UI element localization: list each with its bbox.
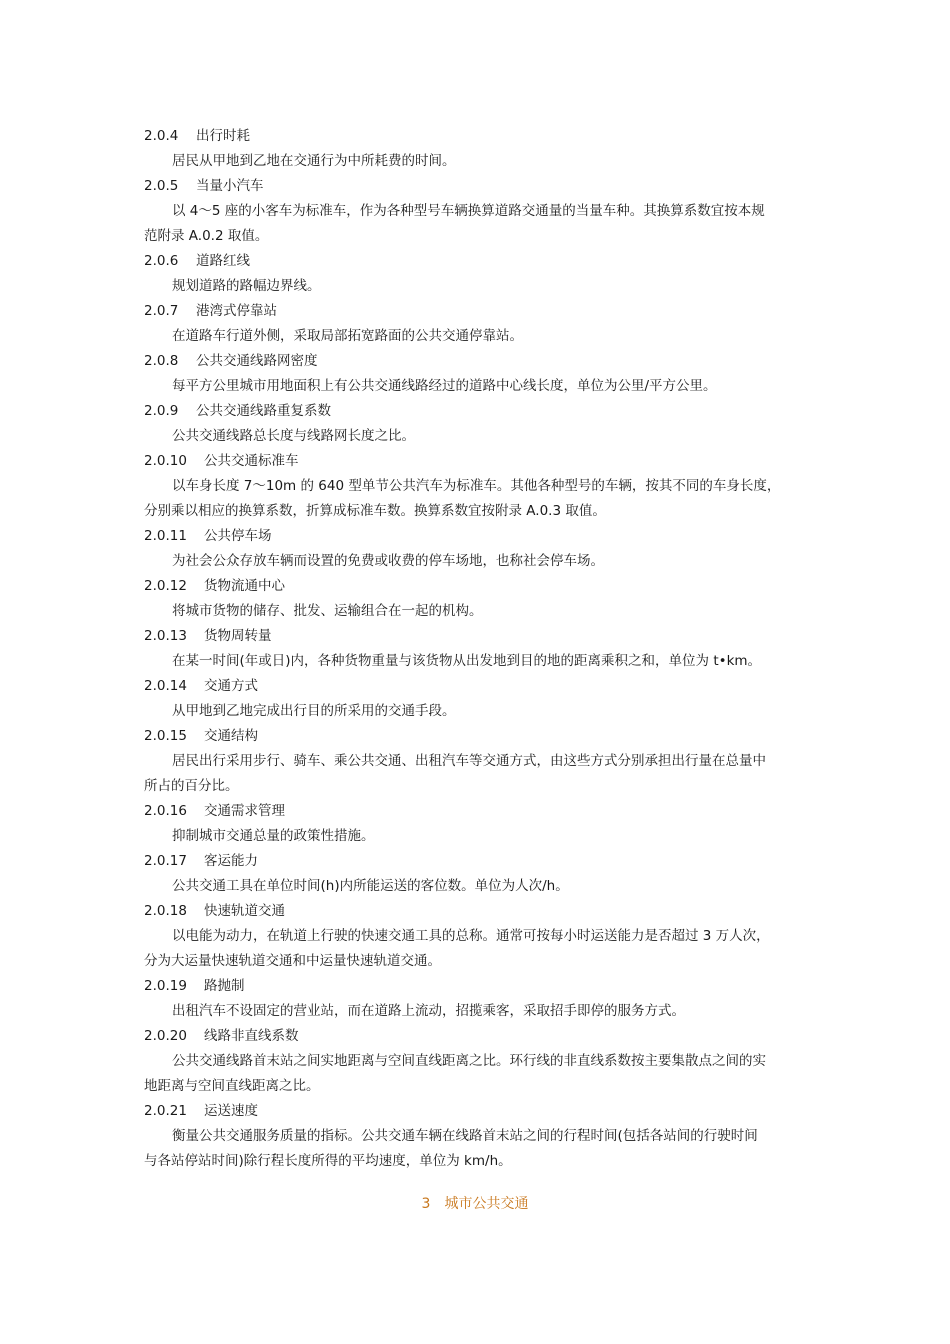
chapter-number: 3 (421, 1196, 431, 1212)
term-title: 货物流通中心 (204, 578, 285, 594)
term-definition-line: 抑制城市交通总量的政策性措施。 (172, 828, 375, 844)
term-number: 2.0.11 (144, 528, 187, 544)
term-heading (144, 449, 814, 474)
term-title: 公共交通线路重复系数 (196, 403, 331, 419)
term-definition-line: 所占的百分比。 (144, 778, 239, 794)
term-number: 2.0.8 (144, 353, 179, 369)
term-definition-line: 在道路车行道外侧，采取局部拓宽路面的公共交通停靠站。 (172, 328, 523, 344)
term-number: 2.0.13 (144, 628, 187, 644)
term-heading (144, 1099, 814, 1124)
term-number: 2.0.4 (144, 128, 179, 144)
term-definition-line: 公共交通线路首末站之间实地距离与空间直线距离之比。环行线的非直线系数按主要集散点之间的实 (172, 1053, 766, 1069)
term-definition-line: 在某一时间(年或日)内，各种货物重量与该货物从出发地到目的地的距离乘积之和，单位为 t•km。 (172, 653, 762, 669)
term-title: 运送速度 (204, 1103, 258, 1119)
term-title: 快速轨道交通 (204, 903, 285, 919)
term-title: 道路红线 (196, 253, 250, 269)
term-title: 货物周转量 (204, 628, 272, 644)
term-title: 公共交通线路网密度 (196, 353, 318, 369)
term-definition-line: 公共交通线路总长度与线路网长度之比。 (172, 428, 415, 444)
term-heading (144, 724, 814, 749)
term-number: 2.0.20 (144, 1028, 187, 1044)
term-heading (144, 849, 814, 874)
term-number: 2.0.14 (144, 678, 187, 694)
term-definition-line: 从甲地到乙地完成出行目的所采用的交通手段。 (172, 703, 456, 719)
term-definition-line: 以车身长度 7～10m 的 640 型单节公共汽车为标准车。其他各种型号的车辆，按其不同的车身长度， (172, 478, 781, 494)
term-definition-line: 规划道路的路幅边界线。 (172, 278, 321, 294)
term-definition-line: 衡量公共交通服务质量的指标。公共交通车辆在线路首末站之间的行程时间(包括各站间的行驶时间 (172, 1128, 758, 1144)
term-heading (144, 524, 814, 549)
term-heading (144, 174, 814, 199)
term-title: 出行时耗 (196, 128, 250, 144)
term-title: 公共交通标准车 (204, 453, 299, 469)
term-number: 2.0.9 (144, 403, 179, 419)
term-title: 交通结构 (204, 728, 258, 744)
term-definition-line: 居民从甲地到乙地在交通行为中所耗费的时间。 (172, 153, 456, 169)
term-title: 客运能力 (204, 853, 258, 869)
term-heading (144, 974, 814, 999)
term-number: 2.0.6 (144, 253, 179, 269)
term-heading (144, 299, 814, 324)
term-number: 2.0.15 (144, 728, 187, 744)
term-heading (144, 1024, 814, 1049)
term-number: 2.0.21 (144, 1103, 187, 1119)
term-heading (144, 674, 814, 699)
term-title: 当量小汽车 (196, 178, 264, 194)
term-definition-line: 地距离与空间直线距离之比。 (144, 1078, 320, 1094)
term-definition-line: 为社会公众存放车辆而设置的免费或收费的停车场地，也称社会停车场。 (172, 553, 604, 569)
term-heading (144, 624, 814, 649)
term-title: 交通方式 (204, 678, 258, 694)
term-number: 2.0.18 (144, 903, 187, 919)
term-title: 交通需求管理 (204, 803, 285, 819)
terms-section (144, 124, 814, 1174)
term-definition-line: 以 4～5 座的小客车为标准车，作为各种型号车辆换算道路交通量的当量车种。其换算系数宜按本规 (172, 203, 765, 219)
term-definition-line: 与各站停站时间)除行程长度所得的平均速度，单位为 km/h。 (144, 1153, 512, 1169)
term-heading (144, 399, 814, 424)
term-title: 港湾式停靠站 (196, 303, 277, 319)
term-definition-line: 居民出行采用步行、骑车、乘公共交通、出租汽车等交通方式，由这些方式分别承担出行量在总量中 (172, 753, 766, 769)
term-heading (144, 574, 814, 599)
chapter-heading (0, 1192, 950, 1216)
term-number: 2.0.12 (144, 578, 187, 594)
term-definition-line: 出租汽车不设固定的营业站，而在道路上流动，招揽乘客，采取招手即停的服务方式。 (172, 1003, 685, 1019)
term-definition-line: 以电能为动力，在轨道上行驶的快速交通工具的总称。通常可按每小时运送能力是否超过 3 万人次， (172, 928, 770, 944)
term-heading (144, 899, 814, 924)
term-heading (144, 249, 814, 274)
term-title: 公共停车场 (204, 528, 272, 544)
term-heading (144, 799, 814, 824)
term-number: 2.0.17 (144, 853, 187, 869)
term-definition-line: 每平方公里城市用地面积上有公共交通线路经过的道路中心线长度，单位为公里/平方公里。 (172, 378, 717, 394)
term-title: 路抛制 (204, 978, 245, 994)
term-definition-line: 范附录 A.0.2 取值。 (144, 228, 269, 244)
term-number: 2.0.19 (144, 978, 187, 994)
term-definition-line: 分为大运量快速轨道交通和中运量快速轨道交通。 (144, 953, 441, 969)
term-number: 2.0.10 (144, 453, 187, 469)
term-heading (144, 349, 814, 374)
term-definition-line: 分别乘以相应的换算系数，折算成标准车数。换算系数宜按附录 A.0.3 取值。 (144, 503, 606, 519)
term-number: 2.0.5 (144, 178, 179, 194)
term-number: 2.0.7 (144, 303, 179, 319)
term-definition-line: 公共交通工具在单位时间(h)内所能运送的客位数。单位为人次/h。 (172, 878, 569, 894)
term-title: 线路非直线系数 (204, 1028, 299, 1044)
term-definition-line: 将城市货物的储存、批发、运输组合在一起的机构。 (172, 603, 483, 619)
term-heading (144, 124, 814, 149)
chapter-title: 城市公共交通 (444, 1196, 529, 1212)
term-number: 2.0.16 (144, 803, 187, 819)
